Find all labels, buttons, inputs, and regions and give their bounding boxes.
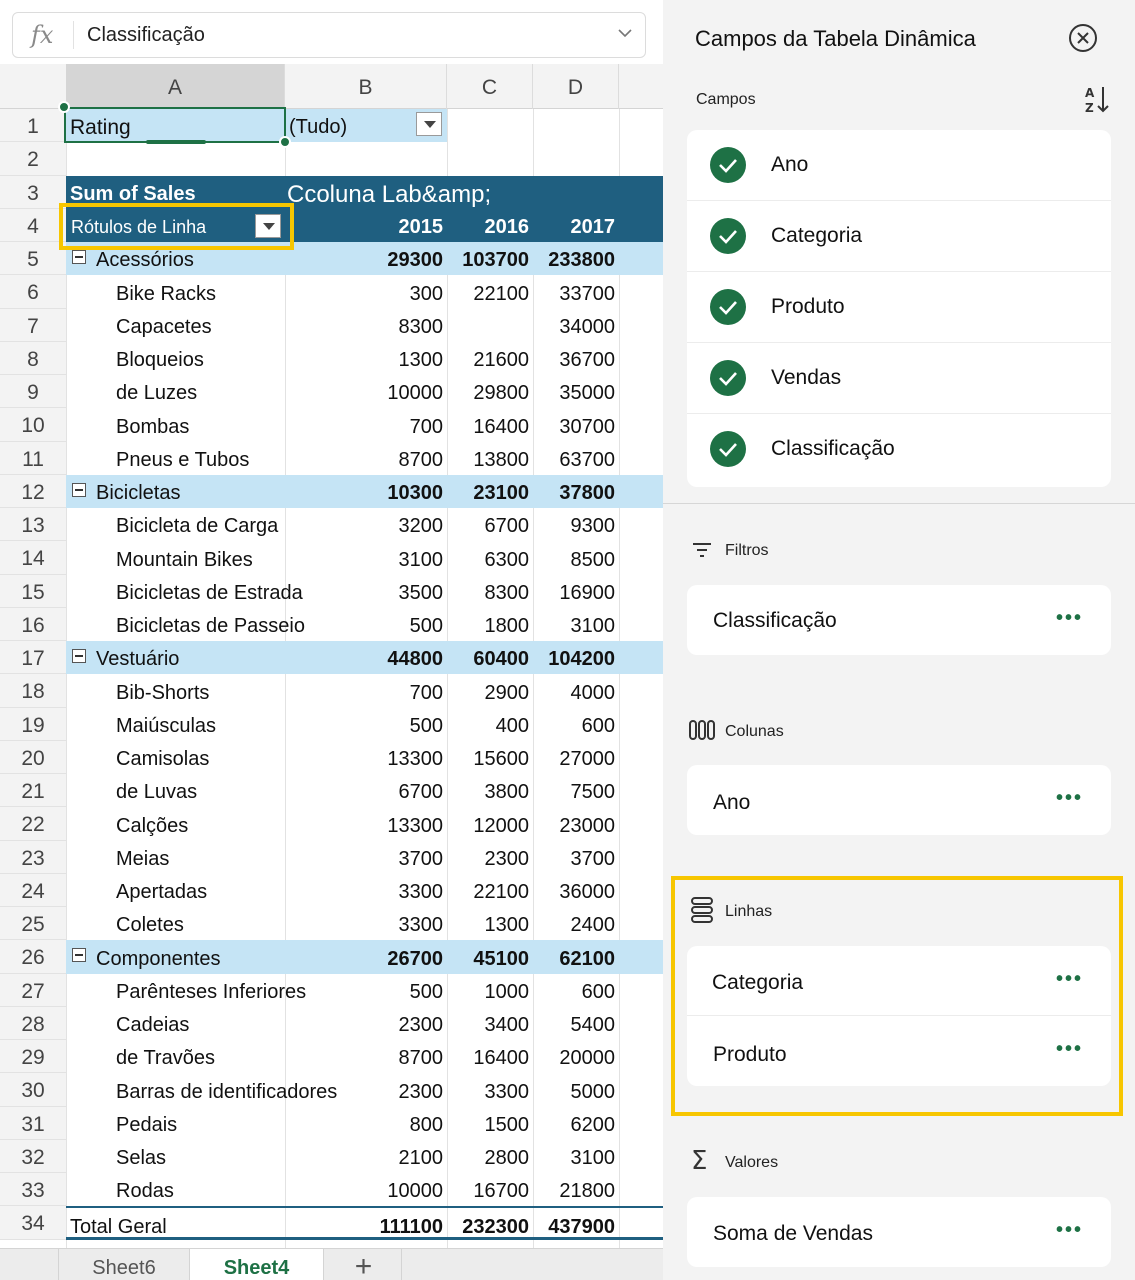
value-cell[interactable]: 8700 — [398, 1047, 443, 1069]
value-cell[interactable]: 10000 — [387, 382, 443, 404]
value-cell[interactable]: 3300 — [484, 1081, 529, 1103]
value-cell[interactable]: 21800 — [559, 1180, 615, 1202]
svg-text:Z: Z — [1085, 101, 1094, 114]
product-label: Parênteses Inferiores — [116, 981, 307, 1003]
value-cell[interactable]: 60400 — [473, 648, 529, 670]
row-header[interactable]: 20 — [0, 741, 66, 774]
more-options-icon[interactable]: ••• — [1055, 1038, 1083, 1060]
product-label: de Luvas — [116, 781, 198, 803]
fields-list — [687, 130, 1111, 487]
row-header[interactable]: 25 — [0, 907, 66, 940]
value-cell[interactable]: 16700 — [473, 1180, 529, 1202]
rows-section-label: Linhas — [725, 903, 773, 920]
grand-total-value[interactable]: 232300 — [462, 1216, 529, 1238]
value-cell[interactable]: 2800 — [484, 1147, 529, 1169]
product-row — [66, 1073, 663, 1107]
row-header[interactable]: 14 — [0, 541, 66, 575]
row-header[interactable]: 21 — [0, 774, 66, 807]
value-cell[interactable]: 13300 — [387, 748, 443, 770]
value-cell[interactable]: 1800 — [484, 615, 529, 637]
product-row — [66, 807, 663, 841]
row-header[interactable]: 27 — [0, 974, 66, 1007]
category-label: Bicicletas — [96, 482, 181, 504]
filters-section-label: Filtros — [725, 542, 769, 559]
collapse-icon[interactable] — [72, 948, 86, 962]
column-header-d[interactable]: D — [533, 64, 619, 109]
function-icon[interactable]: fx — [31, 21, 54, 49]
pivot-sum-label: Sum of Sales — [70, 183, 196, 205]
category-label: Vestuário — [96, 648, 180, 670]
row-header[interactable]: 19 — [0, 708, 66, 741]
product-label: Meias — [116, 848, 170, 870]
checkbox-checked-icon[interactable] — [710, 218, 746, 254]
product-label: Camisolas — [116, 748, 210, 770]
value-cell[interactable]: 20000 — [559, 1047, 615, 1069]
checkbox-checked-icon[interactable] — [710, 147, 746, 183]
values-section-label: Valores — [725, 1154, 779, 1171]
product-row — [66, 309, 663, 342]
row-header[interactable]: 17 — [0, 641, 66, 674]
value-cell[interactable]: 15600 — [473, 748, 529, 770]
value-cell[interactable]: 3200 — [398, 515, 443, 537]
product-label: de Luzes — [116, 382, 198, 404]
product-row — [66, 874, 663, 907]
more-options-icon[interactable]: ••• — [1055, 607, 1083, 629]
value-cell[interactable]: 29300 — [387, 249, 443, 271]
value-cell[interactable]: 2400 — [570, 914, 615, 936]
value-cell[interactable]: 3800 — [484, 781, 529, 803]
grand-total-row — [66, 1206, 663, 1240]
value-cell[interactable]: 27000 — [559, 748, 615, 770]
value-cell[interactable]: 3100 — [570, 1147, 615, 1169]
product-row — [66, 575, 663, 608]
product-row — [66, 674, 663, 708]
product-row — [66, 774, 663, 807]
value-field-soma-de-vendas[interactable]: Soma de Vendas — [713, 1222, 873, 1245]
product-label: de Travões — [116, 1047, 215, 1069]
value-cell[interactable]: 3300 — [398, 881, 443, 903]
field-categoria[interactable] — [687, 201, 1111, 272]
product-label: Bloqueios — [116, 349, 204, 371]
tab-sheet4[interactable]: Sheet4 — [190, 1249, 324, 1280]
row-header[interactable]: 8 — [0, 342, 66, 375]
value-cell[interactable]: 34000 — [559, 316, 615, 338]
value-cell[interactable]: 300 — [409, 283, 443, 305]
more-options-icon[interactable]: ••• — [1055, 787, 1083, 809]
value-cell[interactable]: 29800 — [473, 382, 529, 404]
column-header-c[interactable]: C — [447, 64, 533, 109]
product-row — [66, 408, 663, 442]
product-row — [66, 1040, 663, 1073]
filter-value[interactable]: (Tudo) — [285, 109, 447, 142]
product-label: Coletes — [116, 914, 184, 936]
product-row — [66, 974, 663, 1007]
product-label: Pedais — [116, 1114, 178, 1136]
value-cell[interactable]: 8300 — [484, 582, 529, 604]
value-cell[interactable]: 36700 — [559, 349, 615, 371]
value-cell[interactable]: 37800 — [559, 482, 615, 504]
product-row — [66, 342, 663, 375]
value-cell[interactable]: 4000 — [570, 682, 615, 704]
value-cell[interactable] — [447, 309, 533, 342]
value-cell[interactable]: 2900 — [484, 682, 529, 704]
sheet-tabs-bar — [0, 1248, 663, 1280]
row-header[interactable]: 29 — [0, 1040, 66, 1073]
product-label: Bike Racks — [116, 283, 217, 305]
value-cell[interactable]: 36000 — [559, 881, 615, 903]
value-cell[interactable]: 600 — [581, 715, 615, 737]
product-row — [66, 375, 663, 408]
category-label: Componentes — [96, 948, 221, 970]
value-cell[interactable]: 233800 — [548, 249, 615, 271]
row-labels-highlight — [59, 203, 294, 250]
product-row — [66, 541, 663, 575]
column-field-ano[interactable]: Ano — [713, 791, 751, 814]
value-cell[interactable]: 16900 — [559, 582, 615, 604]
collapse-icon[interactable] — [72, 649, 86, 663]
value-cell[interactable]: 3500 — [398, 582, 443, 604]
product-row — [66, 1140, 663, 1173]
value-cell[interactable]: 22100 — [473, 881, 529, 903]
value-cell[interactable]: 400 — [495, 715, 529, 737]
row-header[interactable]: 10 — [0, 408, 66, 442]
value-cell[interactable]: 16400 — [473, 1047, 529, 1069]
value-cell[interactable]: 26700 — [387, 948, 443, 970]
row-header[interactable]: 16 — [0, 608, 66, 641]
collapse-icon[interactable] — [72, 483, 86, 497]
value-cell[interactable]: 21600 — [473, 349, 529, 371]
value-cell[interactable]: 2100 — [398, 1147, 443, 1169]
column-header-b[interactable]: B — [285, 64, 447, 109]
product-label: Bombas — [116, 416, 190, 438]
selection-handle-top-left[interactable] — [58, 101, 70, 113]
category-label: Acessórios — [96, 249, 194, 271]
product-row — [66, 442, 663, 475]
row-header[interactable]: 3 — [0, 176, 66, 209]
value-cell[interactable]: 35000 — [559, 382, 615, 404]
value-cell[interactable]: 7500 — [570, 781, 615, 803]
value-cell[interactable]: 10000 — [387, 1180, 443, 1202]
row-header[interactable]: 26 — [0, 940, 66, 974]
filter-dropdown-button[interactable] — [416, 112, 442, 136]
product-row — [66, 741, 663, 774]
value-cell[interactable]: 5000 — [570, 1081, 615, 1103]
selection-drag-bar[interactable] — [146, 140, 206, 144]
field-label: Vendas — [771, 366, 842, 389]
product-row — [66, 508, 663, 541]
field-ano[interactable] — [687, 130, 1111, 201]
field-produto[interactable] — [687, 272, 1111, 343]
value-cell[interactable]: 13300 — [387, 815, 443, 837]
value-cell[interactable]: 5400 — [570, 1014, 615, 1036]
rows-area-highlight — [671, 876, 1123, 1116]
value-cell[interactable]: 3400 — [484, 1014, 529, 1036]
field-classificacao[interactable] — [687, 414, 1111, 485]
value-cell[interactable]: 1000 — [484, 981, 529, 1003]
value-cell[interactable]: 2300 — [398, 1081, 443, 1103]
more-options-icon[interactable]: ••• — [1055, 968, 1083, 990]
row-header[interactable]: 7 — [0, 309, 66, 342]
filter-icon — [691, 541, 713, 559]
row-header[interactable]: 9 — [0, 375, 66, 408]
checkbox-checked-icon[interactable] — [710, 360, 746, 396]
value-cell[interactable]: 6700 — [484, 515, 529, 537]
product-row — [66, 708, 663, 741]
row-header[interactable]: 1 — [0, 109, 66, 142]
value-cell[interactable]: 9300 — [570, 515, 615, 537]
field-vendas[interactable] — [687, 343, 1111, 414]
columns-icon — [689, 720, 715, 740]
close-icon[interactable] — [1067, 22, 1099, 54]
filter-field-classificacao[interactable]: Classificação — [713, 609, 837, 632]
product-label: Selas — [116, 1147, 167, 1169]
value-cell[interactable]: 3100 — [398, 549, 443, 571]
columns-section-label: Colunas — [725, 723, 784, 740]
category-row — [66, 940, 663, 974]
value-cell[interactable]: 800 — [409, 1114, 443, 1136]
product-row — [66, 841, 663, 874]
field-label: Classificação — [771, 437, 895, 460]
product-row — [66, 1173, 663, 1206]
value-cell[interactable]: 33700 — [559, 283, 615, 305]
row-header[interactable]: 13 — [0, 508, 66, 541]
value-cell[interactable]: 23000 — [559, 815, 615, 837]
column-header-a[interactable]: A — [66, 64, 285, 109]
row-header[interactable]: 34 — [0, 1206, 66, 1240]
value-cell[interactable]: 6200 — [570, 1114, 615, 1136]
formula-input[interactable]: Classificação — [87, 24, 205, 46]
product-label: Capacetes — [116, 316, 212, 338]
category-row — [66, 475, 663, 508]
value-cell[interactable]: 2300 — [484, 848, 529, 870]
value-cell[interactable]: 8700 — [398, 449, 443, 471]
pivot-row-labels: Rótulos de Linha — [71, 217, 207, 237]
row-header[interactable]: 30 — [0, 1073, 66, 1107]
product-label: Cadeias — [116, 1014, 190, 1036]
product-row — [66, 907, 663, 940]
value-cell[interactable]: 23100 — [473, 482, 529, 504]
chevron-down-icon[interactable] — [617, 25, 633, 41]
grand-total-value[interactable]: 437900 — [548, 1216, 615, 1238]
product-label: Bicicleta de Carga — [116, 515, 279, 537]
value-cell[interactable]: 700 — [409, 682, 443, 704]
value-cell[interactable]: 500 — [409, 615, 443, 637]
value-cell[interactable]: 6700 — [398, 781, 443, 803]
value-cell[interactable]: 10300 — [387, 482, 443, 504]
product-label: Mountain Bikes — [116, 549, 253, 571]
product-label: Maiúsculas — [116, 715, 217, 737]
row-header[interactable]: 6 — [0, 275, 66, 309]
selection-handle-bottom-right[interactable] — [279, 136, 291, 148]
checkbox-checked-icon[interactable] — [710, 289, 746, 325]
year-header: 2017 — [570, 216, 615, 238]
row-header[interactable]: 11 — [0, 442, 66, 475]
pane-title: Campos da Tabela Dinâmica — [695, 26, 976, 51]
formula-divider — [73, 21, 74, 49]
sigma-icon: Σ — [691, 1146, 708, 1176]
tab-sheet6[interactable]: Sheet6 — [58, 1249, 190, 1280]
row-field-label: Categoria — [712, 971, 804, 994]
value-cell[interactable]: 1300 — [398, 349, 443, 371]
product-label: Pneus e Tubos — [116, 449, 250, 471]
row-header[interactable]: 15 — [0, 575, 66, 608]
row-header[interactable]: 32 — [0, 1140, 66, 1173]
value-cell[interactable]: 8300 — [398, 316, 443, 338]
row-header[interactable]: 22 — [0, 807, 66, 841]
product-row — [66, 608, 663, 641]
fields-section-label: Campos — [696, 91, 756, 108]
value-cell[interactable]: 63700 — [559, 449, 615, 471]
pivot-column-label: Ccoluna Lab&amp; — [287, 181, 492, 208]
product-label: Bicicletas de Estrada — [116, 582, 303, 604]
year-header: 2016 — [484, 216, 529, 238]
grand-total-label: Total Geral — [70, 1216, 167, 1238]
grand-total-value[interactable]: 111100 — [379, 1216, 443, 1238]
field-label: Categoria — [771, 224, 863, 247]
value-cell[interactable]: 6300 — [484, 549, 529, 571]
values-area[interactable] — [687, 1197, 1111, 1267]
checkbox-checked-icon[interactable] — [710, 431, 746, 467]
row-header[interactable]: 18 — [0, 674, 66, 708]
row-header[interactable]: 5 — [0, 242, 66, 275]
row-header[interactable]: 2 — [0, 142, 66, 176]
filters-area[interactable] — [687, 585, 1111, 655]
value-cell[interactable]: 13800 — [473, 449, 529, 471]
value-cell[interactable]: 44800 — [387, 648, 443, 670]
product-label: Barras de identificadores — [116, 1081, 338, 1103]
value-cell[interactable]: 22100 — [473, 283, 529, 305]
collapse-icon[interactable] — [72, 250, 86, 264]
value-cell[interactable]: 2300 — [398, 1014, 443, 1036]
columns-area[interactable] — [687, 765, 1111, 835]
value-cell[interactable]: 1300 — [484, 914, 529, 936]
value-cell[interactable]: 104200 — [548, 648, 615, 670]
row-header[interactable]: 31 — [0, 1107, 66, 1140]
value-cell[interactable]: 3300 — [398, 914, 443, 936]
row-header[interactable]: 23 — [0, 841, 66, 874]
value-cell[interactable]: 3100 — [570, 615, 615, 637]
value-cell[interactable]: 700 — [409, 416, 443, 438]
svg-text:A: A — [1085, 86, 1095, 100]
sort-az-icon[interactable] — [1083, 84, 1111, 114]
pivot-fields-pane — [663, 0, 1135, 1280]
product-label: Apertadas — [116, 881, 208, 903]
value-cell[interactable]: 16400 — [473, 416, 529, 438]
value-cell[interactable]: 30700 — [559, 416, 615, 438]
value-cell[interactable]: 103700 — [462, 249, 529, 271]
row-header[interactable]: 4 — [0, 209, 66, 242]
value-cell[interactable]: 1500 — [484, 1114, 529, 1136]
product-row — [66, 275, 663, 309]
value-cell[interactable]: 3700 — [398, 848, 443, 870]
product-row — [66, 1107, 663, 1140]
value-cell[interactable]: 600 — [581, 981, 615, 1003]
value-cell[interactable]: 62100 — [559, 948, 615, 970]
pane-divider — [663, 503, 1135, 504]
row-header[interactable]: 28 — [0, 1007, 66, 1040]
product-label: Calções — [116, 815, 189, 837]
row-header[interactable]: 12 — [0, 475, 66, 508]
value-cell[interactable]: 8500 — [570, 549, 615, 571]
value-cell[interactable]: 500 — [409, 981, 443, 1003]
row-header[interactable]: 24 — [0, 874, 66, 907]
year-header: 2015 — [398, 216, 443, 238]
product-label: Bib-Shorts — [116, 682, 210, 704]
value-cell[interactable]: 12000 — [473, 815, 529, 837]
product-row — [66, 1007, 663, 1040]
more-options-icon[interactable]: ••• — [1055, 1219, 1083, 1241]
value-cell[interactable]: 3700 — [570, 848, 615, 870]
product-label: Bicicletas de Passeio — [116, 615, 305, 637]
filter-field-label[interactable]: Rating — [66, 109, 285, 142]
category-row — [66, 641, 663, 674]
row-field-label: Produto — [713, 1043, 787, 1066]
field-label: Produto — [771, 295, 845, 318]
product-label: Rodas — [116, 1180, 174, 1202]
row-header[interactable]: 33 — [0, 1173, 66, 1206]
field-label: Ano — [771, 153, 809, 176]
selected-cell-a1[interactable] — [64, 107, 286, 143]
add-sheet-button[interactable]: + — [326, 1249, 402, 1280]
value-cell[interactable]: 500 — [409, 715, 443, 737]
value-cell[interactable]: 45100 — [473, 948, 529, 970]
formula-bar[interactable] — [12, 12, 646, 58]
column-headers — [0, 64, 663, 109]
